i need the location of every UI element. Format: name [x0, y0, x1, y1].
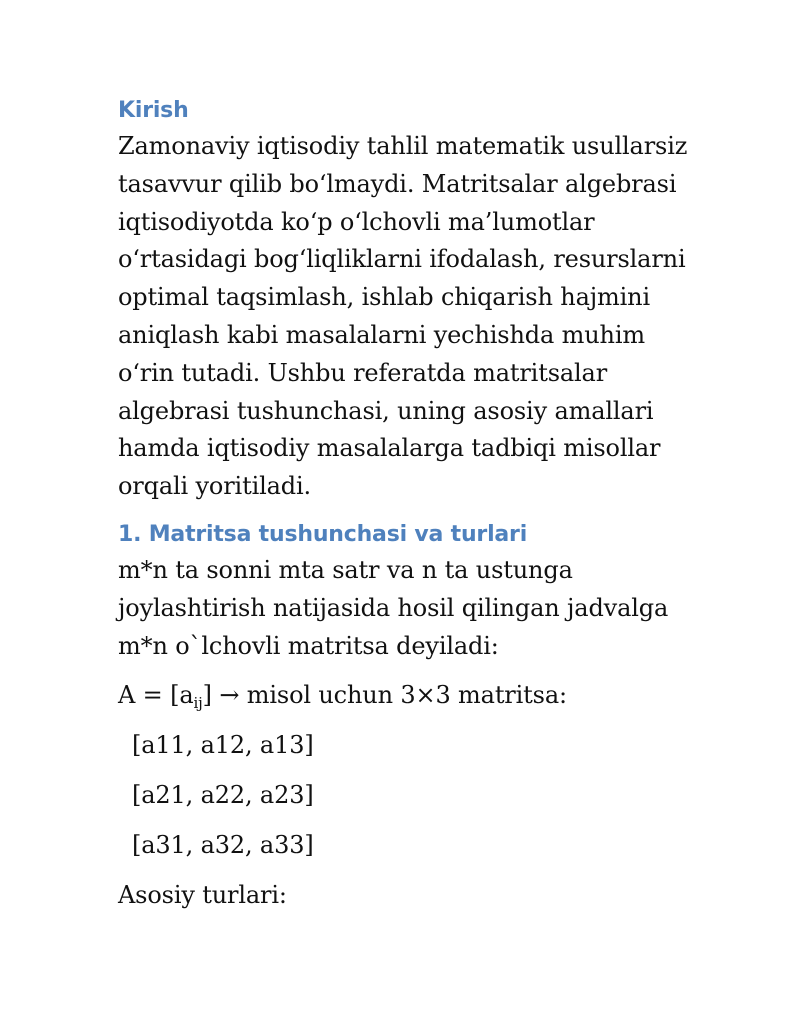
intro-heading: Kirish	[118, 98, 189, 123]
formula-prefix: A = [a	[118, 681, 194, 710]
intro-line: Zamonaviy iqtisodiy tahlil matematik usullarsiz	[118, 132, 688, 160]
intro-line: iqtisodiyotda ko‘p o‘lchovli ma’lumotlar	[118, 207, 595, 236]
section-1-heading: 1. Matritsa tushunchasi va turlari	[118, 521, 528, 547]
section-1-line: joylashtirish natijasida hosil qilingan jadvalga	[118, 593, 669, 622]
formula-suffix: ] → misol uchun 3×3 matritsa:	[202, 681, 567, 710]
intro-line: o‘rtasidagi bog‘liqliklarni ifodalash, resurslarni	[118, 245, 686, 274]
document-content	[118, 94, 718, 914]
section-1-line: m*n ta sonni mta satr va n ta ustunga	[118, 555, 573, 584]
section-1-line: m*n o`lchovli matritsa deyiladi:	[118, 631, 499, 660]
matrix-formula	[118, 677, 718, 715]
intro-line: o‘rin tutadi. Ushbu referatda matritsalar	[118, 358, 608, 387]
intro-line: orqali yoritiladi.	[118, 472, 312, 501]
section-1-paragraph	[118, 552, 718, 665]
types-label: Asosiy turlari:	[118, 880, 287, 909]
intro-line: optimal taqsimlash, ishlab chiqarish hajmini	[118, 283, 650, 312]
intro-line: hamda iqtisodiy masalalarga tadbiqi misollar	[118, 434, 661, 463]
matrix-row-3: [a31, a32, a33]	[132, 830, 314, 859]
intro-paragraph	[118, 128, 718, 506]
intro-line: tasavvur qilib bo‘lmaydi. Matritsalar algebrasi	[118, 169, 677, 198]
intro-line: algebrasi tushunchasi, uning asosiy amallari	[118, 396, 654, 425]
intro-line: aniqlash kabi masalalarni yechishda muhim	[118, 320, 645, 349]
matrix-row-1: [a11, a12, a13]	[132, 731, 314, 760]
formula-subscript: ij	[193, 694, 203, 713]
matrix-row-2: [a21, a22, a23]	[132, 780, 314, 809]
